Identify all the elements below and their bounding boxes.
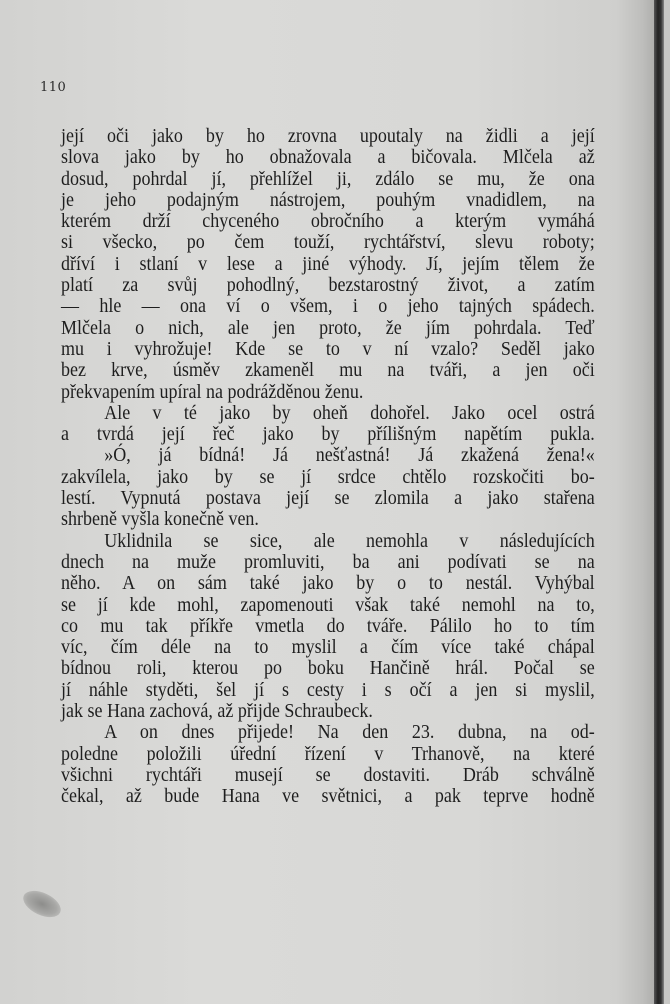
text-line: všichni rychtáři musejí se dostaviti. Dráb schválně (61, 763, 595, 786)
text-line: překvapením upíral na podrážděnou ženu. (61, 380, 364, 403)
text-line: její oči jako by ho zrovna upoutaly na židli a její (61, 125, 595, 147)
text-line: víc, čím déle na to myslil a čím více také chápal (61, 636, 595, 659)
text-line: poledne položili úřední řízení v Trhanově, na které (61, 742, 595, 765)
text-line: shrbeně vyšla konečně ven. (61, 508, 259, 531)
text-line: dosud, pohrdal jí, přehlížel ji, zdálo se mu, že ona (61, 167, 595, 190)
page-number: 110 (40, 80, 67, 95)
text-line: a tvrdá její řeč jako by přílišným napětím pukla. (61, 423, 595, 446)
text-line: si všecko, po čem touží, rychtářství, slevu roboty; (61, 231, 595, 254)
facing-page-edge (664, 0, 670, 1004)
text-line: zakvílela, jako by se jí srdce chtělo rozskočiti bo- (61, 465, 595, 488)
text-line: kterém drží chyceného obročního a kterým vymáhá (61, 210, 595, 233)
text-line: Mlčela o nich, ale jen proto, že jím pohrdala. Teď (61, 316, 595, 339)
text-line: bez krve, úsměv zkameněl mu na tváři, a jen oči (61, 359, 595, 382)
text-line: dnech na muže promluviti, ba ani podívati se na (61, 550, 595, 573)
text-line: co mu tak příkře vmetla do tváře. Pálilo ho to tím (61, 614, 595, 637)
text-line: slova jako by ho obnažovala a bičovala. Mlčela až (61, 146, 595, 169)
text-line: lestí. Vypnutá postava její se zlomila a jako stařena (61, 487, 595, 510)
paper-stain (19, 886, 65, 923)
text-line: se jí kde mohl, zapomenouti však také nemohl na to, (61, 593, 595, 616)
text-line: něho. A on sám také jako by o to nestál. Vyhýbal (61, 572, 595, 595)
text-line: bídnou roli, kterou po boku Hančině hrál. Počal se (61, 657, 595, 680)
text-line: mu i vyhrožuje! Kde se to v ní vzalo? Seděl jako (61, 337, 595, 360)
text-line: je jeho podajným nástrojem, pouhým vnadidlem, na (61, 188, 595, 211)
text-line: Ale v té jako by oheň dohořel. Jako ocel ostrá (104, 401, 595, 424)
text-line: platí za svůj pohodlný, bezstarostný život, a zatím (61, 274, 595, 297)
text-line: dříví i stlaní v lese a jiné výhody. Jí, jejím tělem že (61, 252, 595, 275)
text-line: jí náhle styděti, šel jí s cesty i s očí a jen si myslil, (61, 678, 595, 701)
text-line: »Ó, já bídná! Já nešťastná! Já zkažená žena!« (104, 444, 595, 467)
text-line: Uklidnila se sice, ale nemohla v následujících (104, 529, 595, 552)
text-line: jak se Hana zachová, až přijde Schraubeck. (61, 700, 373, 723)
book-spine-shadow (654, 0, 664, 1004)
text-line: — hle — ona ví o všem, i o jeho tajných spádech. (61, 295, 595, 318)
text-line: A on dnes přijede! Na den 23. dubna, na od- (104, 721, 595, 744)
text-line: čekal, až bude Hana ve světnici, a pak teprve hodně (61, 785, 595, 808)
body-text (61, 125, 595, 808)
